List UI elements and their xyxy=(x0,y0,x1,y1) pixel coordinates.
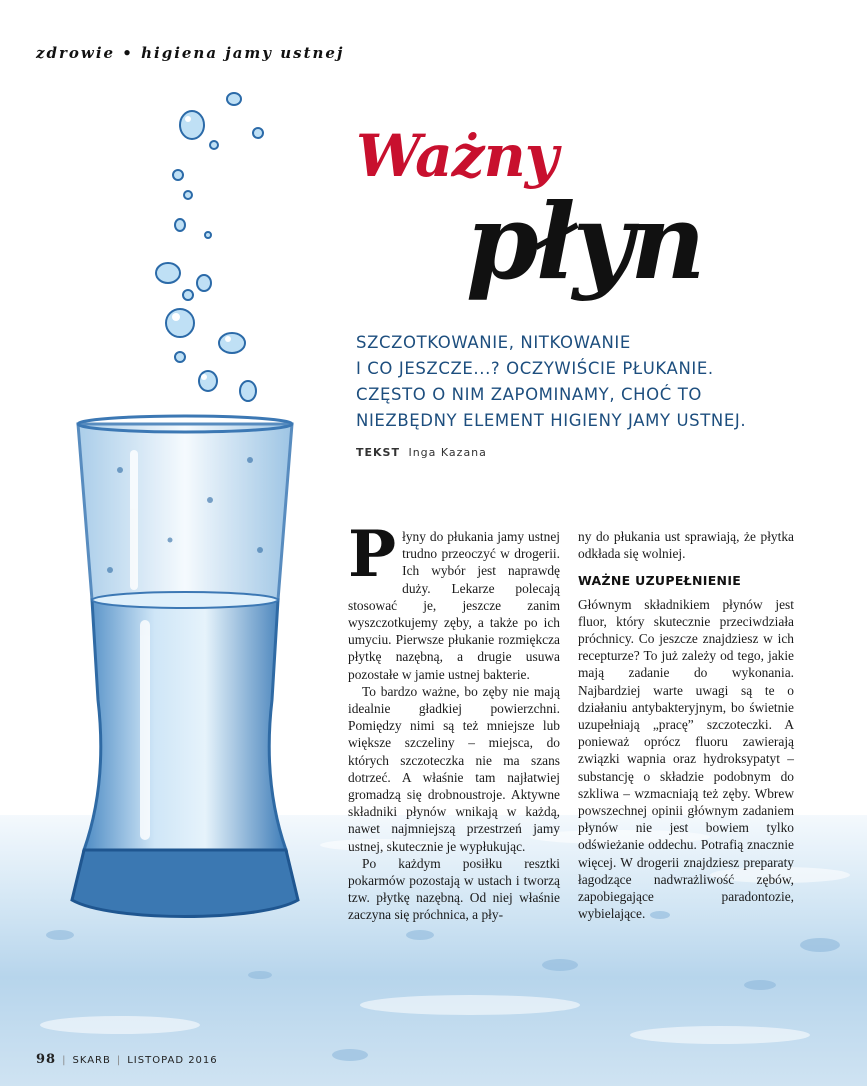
section-label: zdrowie • higiena jamy ustnej xyxy=(36,44,345,62)
lead-paragraph xyxy=(356,330,836,434)
page-number: 98 xyxy=(36,1052,57,1067)
article-subheading: WAŻNE UZUPEŁNIENIE xyxy=(578,573,742,589)
paragraph-text: łyny do płukania jamy ustnej trudno przeoczyć w drogerii. Ich wybór jest naprawdę duży. Lekarze polecają stosować je, jeszcze zanim wyszczotkujemy zęby, a także po ich umyciu. Pierwsze płukanie rozmiękcza płytkę nazębną, a drugie usuwa pozostałe w jamie ustnej bakterie. xyxy=(348,529,560,682)
magazine-name: SKARB xyxy=(72,1055,111,1066)
lead-line: I CO JESZCZE...? OCZYWIŚCIE PŁUKANIE. xyxy=(356,359,714,378)
article-paragraph: Po każdym posiłku resztki pokarmów pozostają w ustach i tworzą tzw. płytkę nazębną. Od niej właśnie zaczyna się próchnica, a pły- xyxy=(348,855,560,923)
byline-kicker: TEKST xyxy=(356,446,400,459)
headline-line-1: Ważny xyxy=(356,122,558,190)
lead-line: CZĘSTO O NIM ZAPOMINAMY, CHOĆ TO xyxy=(356,385,702,404)
issue-date: LISTOPAD 2016 xyxy=(127,1055,218,1066)
article-column-1 xyxy=(348,517,560,924)
byline-author: Inga Kazana xyxy=(408,446,487,459)
article-paragraph: To bardzo ważne, bo zęby nie mają idealnie gładkiej powierzchni. Pomiędzy nimi są też mniejsze lub większe szczeliny – miejsca, do których szczoteczka nie ma szans dotrzeć. A właśnie tam najłatwiej gromadzą się drobnoustroje. Aktywne składniki płynów wnikają w każdą, nawet najmniejszą przestrzeń jamy ustnej, skutecznie je wypłukując. xyxy=(348,683,560,854)
article-column-2 xyxy=(578,528,794,922)
water-drops xyxy=(150,85,280,415)
lead-line: NIEZBĘDNY ELEMENT HIGIENY JAMY USTNEJ. xyxy=(356,411,747,430)
water-glass xyxy=(60,410,310,950)
byline xyxy=(356,446,487,459)
article-paragraph: Głównym składnikiem płynów jest fluor, który skutecznie przeciwdziała próchnicy. Co jeszcze znajdziesz w ich recepturze? To już zależy od tego, jakie mają zadanie do wykonania. Najbardziej warte uwagi są te o działaniu antybakteryjnym, bo świetnie uzupełniają „pracę” szczoteczki. A ponieważ oprócz fluoru zawierają związki wapnia oraz hydroksypatyt – substancję o składzie podobnym do szkliwa – wzmacniają też zęby. Wbrew powszechnej opinii głównym zadaniem płynów nie jest bowiem tylko odświeżanie oddechu. Potrafią znacznie więcej. W drogerii znajdziesz preparaty łagodzące nadwrażliwość zębów, zapobiegające paradontozie, wybielające. xyxy=(578,596,794,922)
lead-line: SZCZOTKOWANIE, NITKOWANIE xyxy=(356,333,631,352)
page-footer: 98 | SKARB | LISTOPAD 2016 xyxy=(36,1052,218,1067)
article-paragraph xyxy=(348,517,560,683)
article-paragraph: ny do płukania ust sprawiają, że płytka odkłada się wolniej. xyxy=(578,529,794,562)
headline-line-2: płyn xyxy=(466,180,703,303)
drop-cap: P xyxy=(348,517,397,592)
